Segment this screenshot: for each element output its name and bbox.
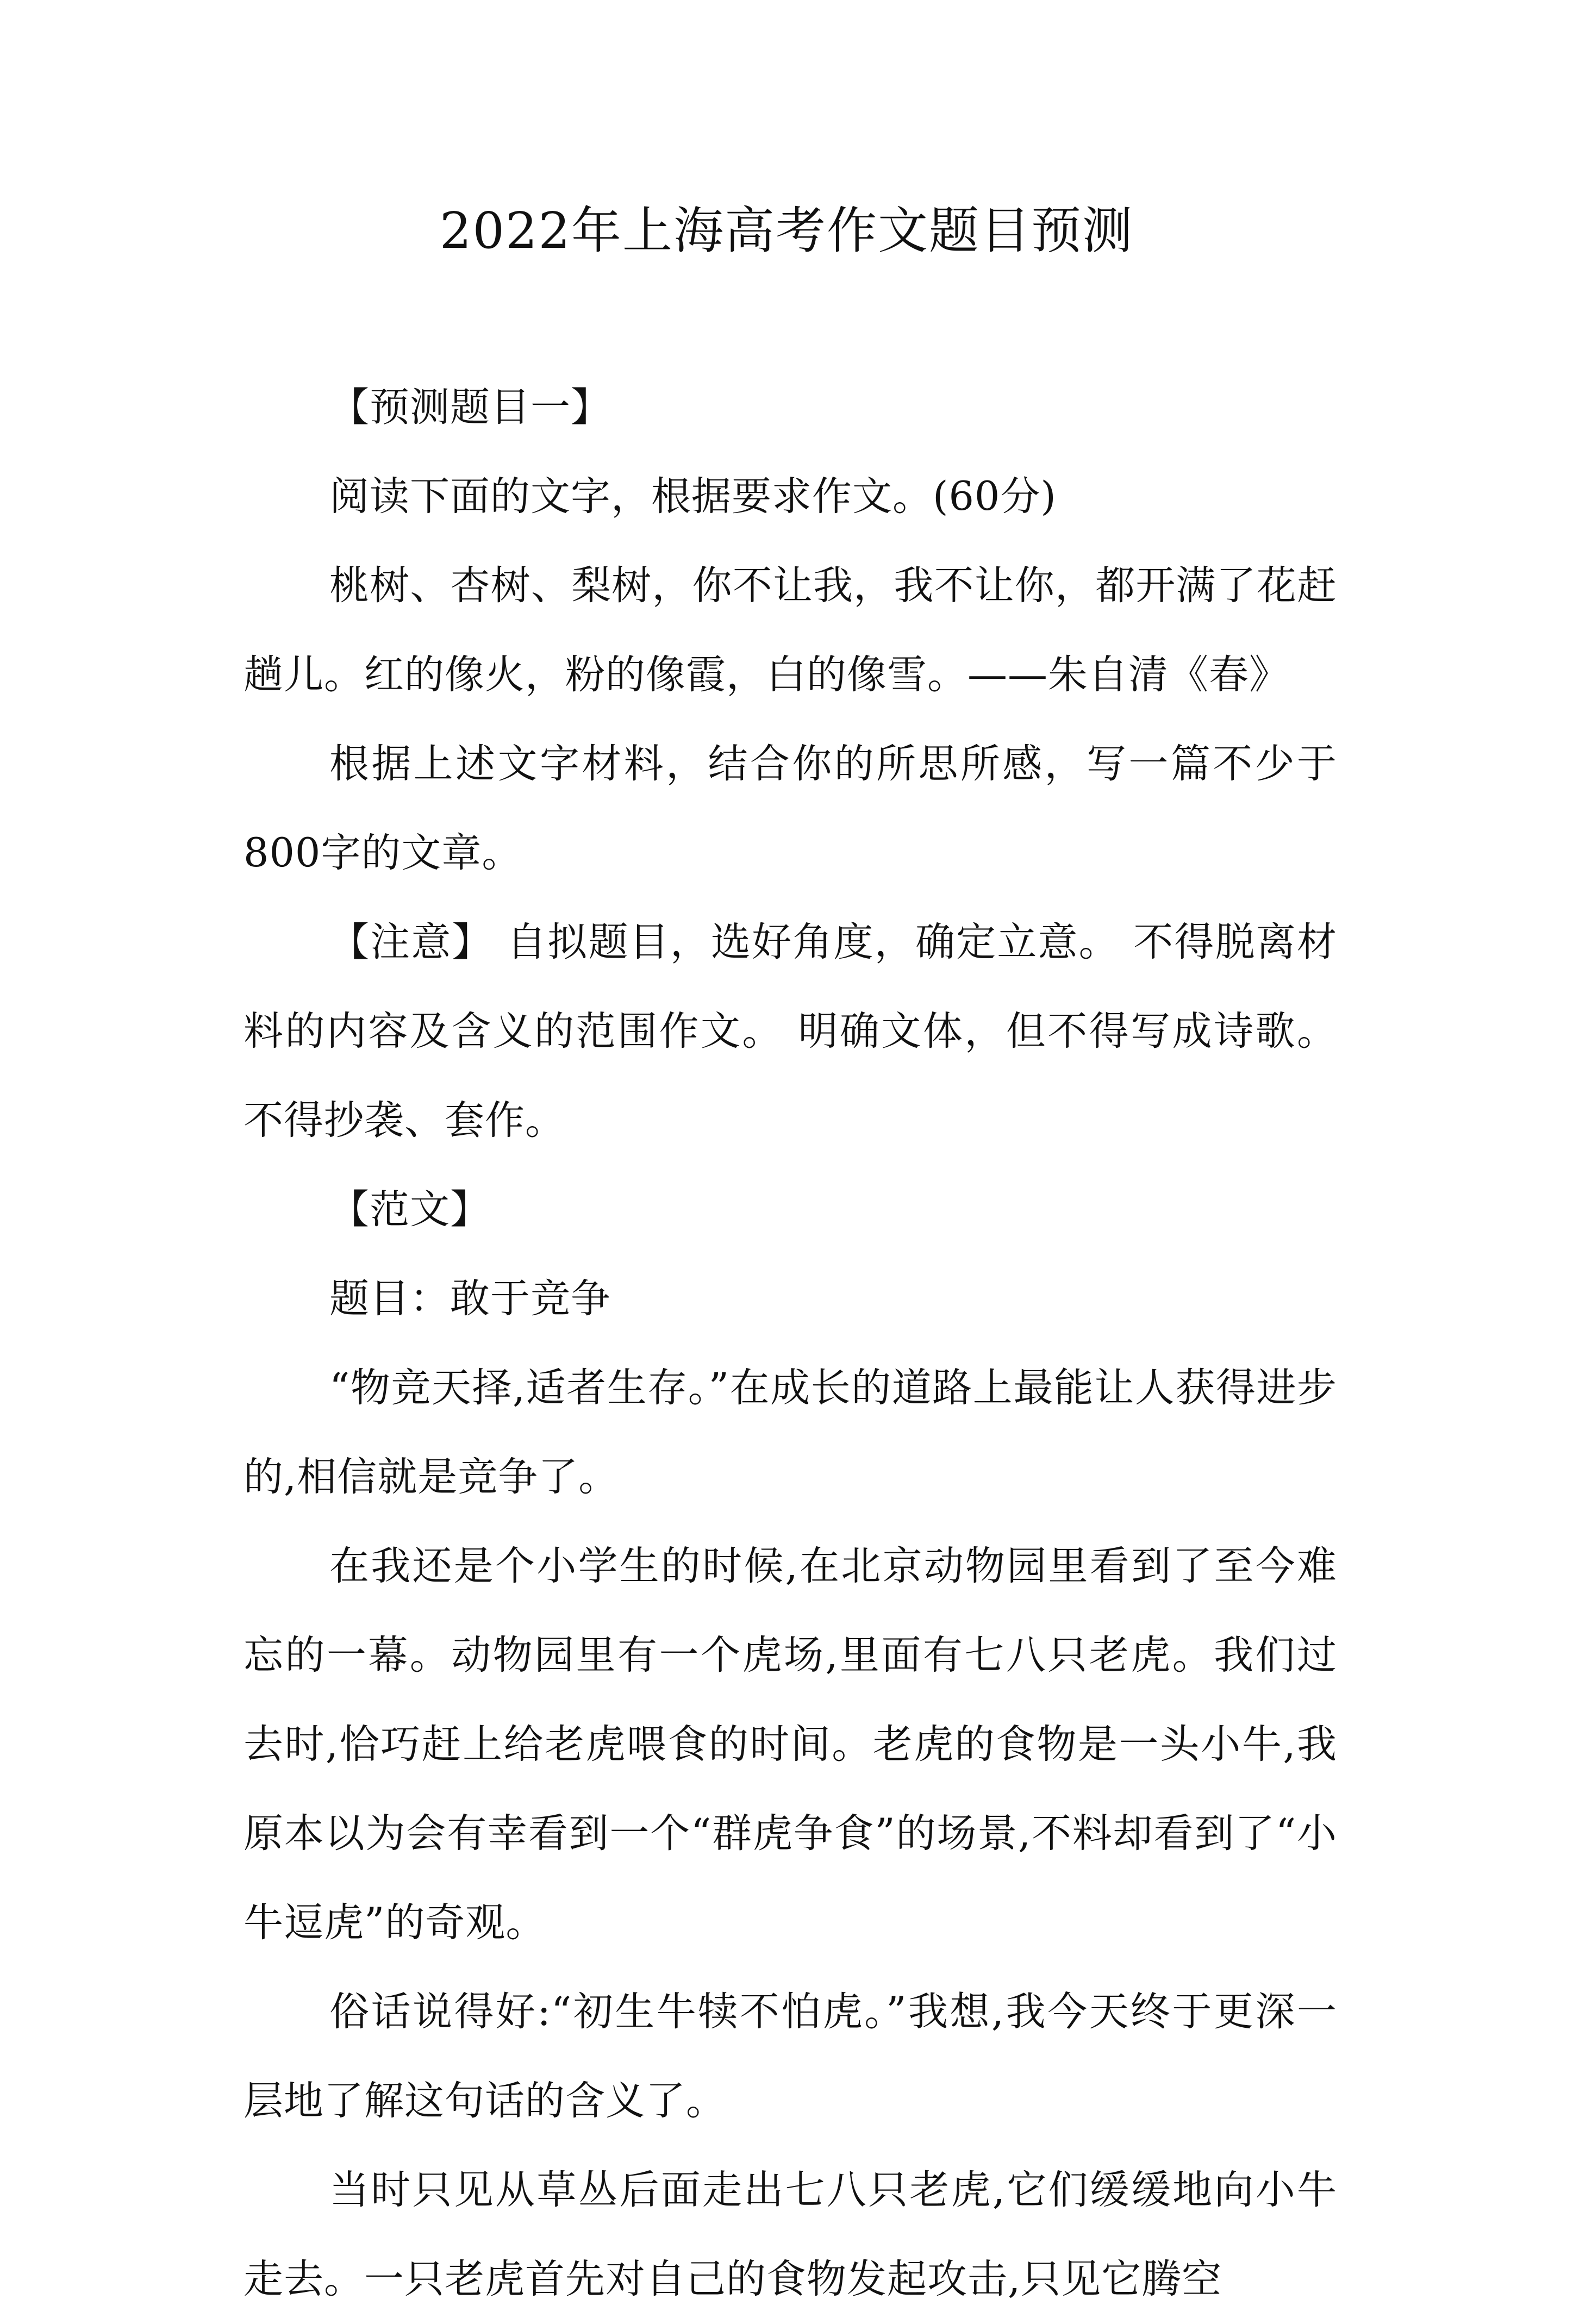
essay-paragraph: “物竞天择,适者生存。”在成长的道路上最能让人获得进步的,相信就是竞争了。 — [244, 1365, 1337, 1500]
source-quote: 桃树、杏树、梨树，你不让我，我不让你，都开满了花赶趟儿。红的像火，粉的像霞，白的像雪。——朱自清《春》 — [244, 563, 1337, 698]
document-body — [244, 363, 1337, 2324]
essay-paragraph: 当时只见从草丛后面走出七八只老虎,它们缓缓地向小牛走去。一只老虎首先对自己的食物发起攻击,只见它腾空 — [244, 2167, 1337, 2302]
prompt-instruction: 阅读下面的文字，根据要求作文。(60分) — [329, 473, 1057, 520]
section-heading-prediction-one: 【预测题目一】 — [329, 384, 611, 430]
writing-requirement: 根据上述文字材料，结合你的所思所感，写一篇不少于800字的文章。 — [244, 741, 1337, 876]
essay-paragraph: 俗话说得好:“初生牛犊不怕虎。”我想,我今天终于更深一层地了解这句话的含义了。 — [244, 1989, 1337, 2124]
essay-title: 题目：敢于竞争 — [329, 1276, 611, 1322]
essay-paragraph: 在我还是个小学生的时候,在北京动物园里看到了至今难忘的一幕。动物园里有一个虎场,里面有七八只老虎。我们过去时,恰巧赶上给老虎喂食的时间。老虎的食物是一头小牛,我原本以为会有幸看到一个“群虎争食”的场景,不料却看到了“小牛逗虎”的奇观。 — [244, 1543, 1337, 1946]
notice-paragraph: 【注意】 自拟题目，选好角度，确定立意。 不得脱离材料的内容及含义的范围作文。 明确文体，但不得写成诗歌。 不得抄袭、套作。 — [244, 919, 1337, 1144]
section-heading-sample-essay: 【范文】 — [329, 1186, 490, 1233]
document-title: 2022年上海高考作文题目预测 — [439, 202, 1134, 260]
